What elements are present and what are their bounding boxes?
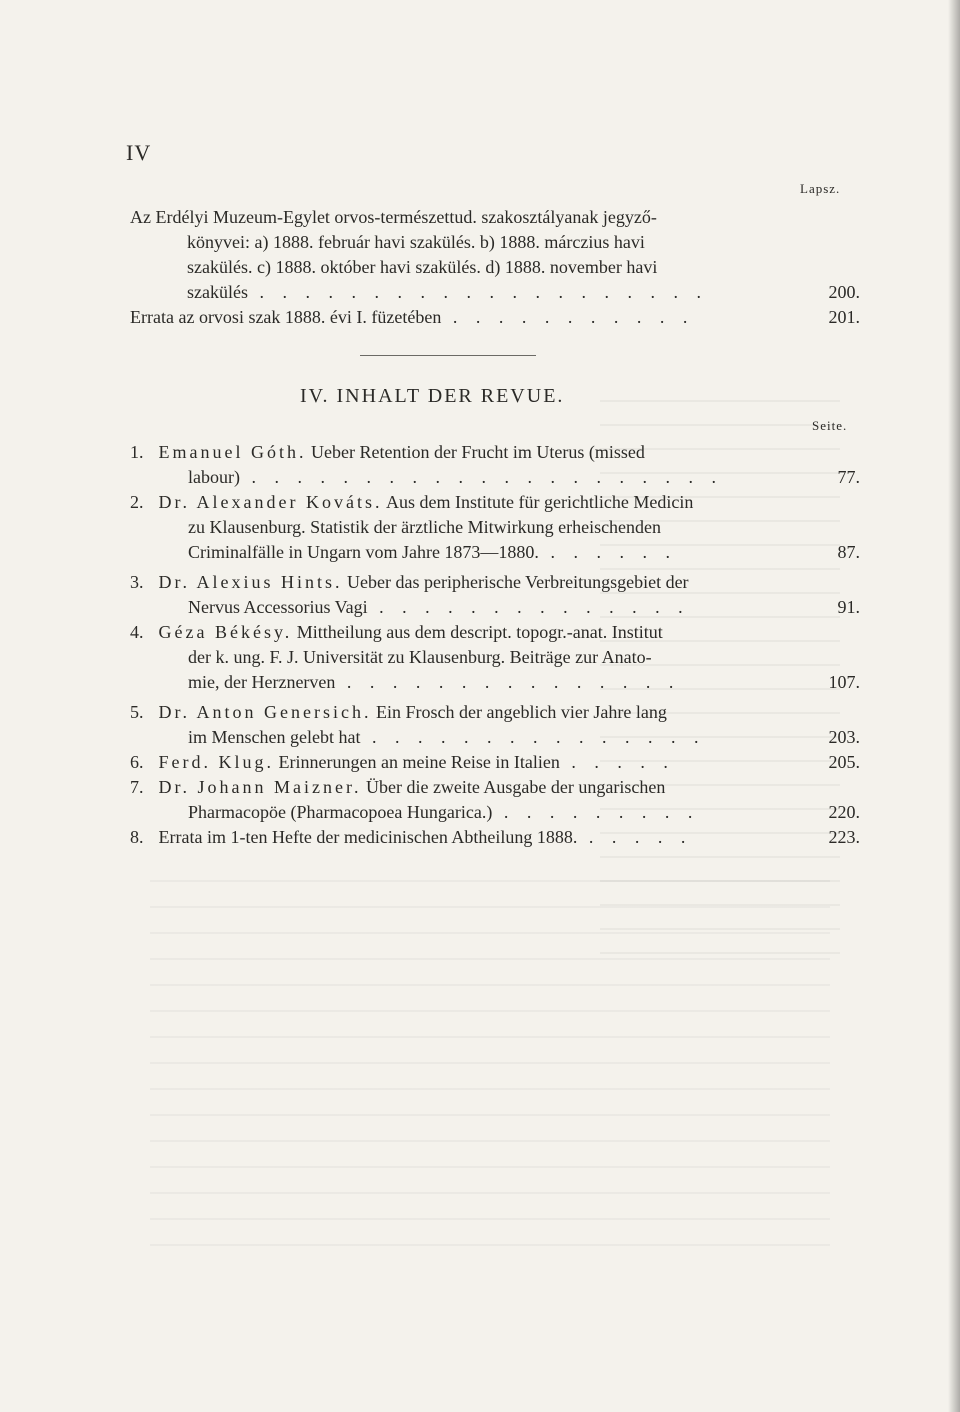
entry-number: 5. bbox=[130, 702, 144, 722]
entry-line-last bbox=[130, 725, 860, 750]
show-through-text-lower bbox=[150, 880, 830, 1260]
entry-text: Über die zweite Ausgabe der ungarischen bbox=[365, 777, 666, 797]
seite-column-header: Seite. bbox=[812, 418, 848, 433]
entry-line: Az Erdélyi Muzeum-Egylet orvos-természettud. szakosztályanak jegyző- bbox=[130, 207, 657, 227]
page-ref: 200. bbox=[828, 282, 860, 302]
entry-line-last bbox=[130, 305, 860, 330]
leader-dots: . . . . . . . . . . . . . . bbox=[367, 597, 690, 617]
entry-line: der k. ung. F. J. Universität zu Klausenburg. Beiträge zur Anato- bbox=[188, 647, 652, 667]
entry-line-last bbox=[130, 825, 860, 850]
entry-line-last bbox=[130, 595, 860, 620]
entry-line-last bbox=[130, 465, 860, 490]
entry-text: mie, der Herznerven bbox=[188, 672, 336, 692]
entry-number: 7. bbox=[130, 777, 144, 797]
entry-text: Ueber das peripherische Verbreitungsgebiet der bbox=[347, 572, 689, 592]
entry-line-last bbox=[130, 670, 860, 695]
entry-line: zu Klausenburg. Statistik der ärztliche Mitwirkung erheischenden bbox=[188, 517, 662, 537]
entry-text: Errata az orvosi szak 1888. évi I. füzetében bbox=[130, 307, 442, 327]
entry-author: Dr. Johann Maizner. bbox=[158, 777, 362, 797]
leader-dots: . . . . . . . . . bbox=[492, 802, 700, 822]
page-ref: 87. bbox=[837, 542, 860, 562]
page-ref: 77. bbox=[837, 467, 860, 487]
entry-text: Criminalfälle in Ungarn vom Jahre 1873—1880. bbox=[188, 542, 539, 562]
entry-author: Dr. Alexius Hints. bbox=[158, 572, 343, 592]
hu-entry-minutes bbox=[130, 205, 860, 305]
hu-entry-errata bbox=[130, 305, 860, 330]
de-entry-6 bbox=[130, 750, 860, 775]
entry-author: Ferd. Klug. bbox=[158, 752, 274, 772]
page-edge-shadow bbox=[948, 0, 960, 1412]
entry-line bbox=[130, 620, 860, 645]
entry-text: Mittheilung aus dem descript. topogr.-anat. Institut bbox=[296, 622, 663, 642]
page-number: IV bbox=[126, 140, 152, 165]
entry-author: Emanuel Góth. bbox=[158, 442, 307, 462]
entry-line-last bbox=[130, 540, 860, 565]
de-entry-5 bbox=[130, 700, 860, 750]
entry-number: 8. bbox=[130, 827, 144, 847]
page-ref: 201. bbox=[828, 307, 860, 327]
leader-dots: . . . . . . . . . . . bbox=[441, 307, 695, 327]
entry-text: labour) bbox=[188, 467, 240, 487]
leader-dots: . . . . . . . . . . . . . . . . . . . . . bbox=[239, 467, 723, 487]
entry-text: Ueber Retention der Frucht im Uterus (missed bbox=[310, 442, 645, 462]
entry-line-last bbox=[130, 280, 860, 305]
entry-line-last bbox=[130, 800, 860, 825]
entry-text: im Menschen gelebt hat bbox=[188, 727, 361, 747]
entry-number: 4. bbox=[130, 622, 144, 642]
entry-text: Pharmacopöe (Pharmacopoea Hungarica.) bbox=[188, 802, 493, 822]
leader-dots: . . . . . . . . . . . . . . . bbox=[335, 672, 681, 692]
entry-number: 1. bbox=[130, 442, 144, 462]
entry-number: 2. bbox=[130, 492, 144, 512]
page-ref: 91. bbox=[837, 597, 860, 617]
de-entry-2 bbox=[130, 490, 860, 565]
leader-dots: . . . . . . . . . . . . . . . bbox=[360, 727, 706, 747]
de-entry-7 bbox=[130, 775, 860, 825]
leader-dots: . . . . . . bbox=[538, 542, 677, 562]
entry-line bbox=[130, 570, 860, 595]
entry-text: Errata im 1-ten Hefte der medicinischen Abtheilung 1888. bbox=[158, 827, 578, 847]
entry-author: Géza Békésy. bbox=[158, 622, 293, 642]
entry-text: Erinnerungen an meine Reise in Italien bbox=[278, 752, 560, 772]
entry-text: Aus dem Institute für gerichtliche Medicin bbox=[385, 492, 694, 512]
leader-dots: . . . . . bbox=[559, 752, 675, 772]
separator-rule bbox=[360, 355, 536, 356]
page-ref: 107. bbox=[828, 672, 860, 692]
entry-line bbox=[130, 490, 860, 515]
entry-line bbox=[130, 775, 860, 800]
de-entry-4 bbox=[130, 620, 860, 695]
entry-author: Dr. Alexander Kováts. bbox=[158, 492, 383, 512]
entry-line bbox=[130, 700, 860, 725]
de-entry-8 bbox=[130, 825, 860, 850]
de-entry-3 bbox=[130, 570, 860, 620]
leader-dots: . . . . . . . . . . . . . . . . . . . . bbox=[247, 282, 708, 302]
page-ref: 205. bbox=[828, 752, 860, 772]
entry-line: könyvei: a) 1888. február havi szakülés. b) 1888. márczius havi bbox=[187, 232, 645, 252]
entry-line bbox=[130, 440, 860, 465]
entry-text: Ein Frosch der angeblich vier Jahre lang bbox=[375, 702, 667, 722]
section-title: IV. INHALT DER REVUE. bbox=[300, 385, 565, 407]
leader-dots: . . . . . bbox=[577, 827, 693, 847]
page-ref: 220. bbox=[828, 802, 860, 822]
entry-author: Dr. Anton Genersich. bbox=[158, 702, 372, 722]
de-entry-1 bbox=[130, 440, 860, 490]
entry-text: szakülés bbox=[187, 282, 248, 302]
entry-line-last bbox=[130, 750, 860, 775]
lapsz-column-header: Lapsz. bbox=[800, 181, 841, 196]
entry-text: Nervus Accessorius Vagi bbox=[188, 597, 368, 617]
page-ref: 203. bbox=[828, 727, 860, 747]
page-ref: 223. bbox=[828, 827, 860, 847]
entry-number: 6. bbox=[130, 752, 144, 772]
entry-number: 3. bbox=[130, 572, 144, 592]
entry-line: szakülés. c) 1888. október havi szakülés. d) 1888. november havi bbox=[187, 257, 658, 277]
